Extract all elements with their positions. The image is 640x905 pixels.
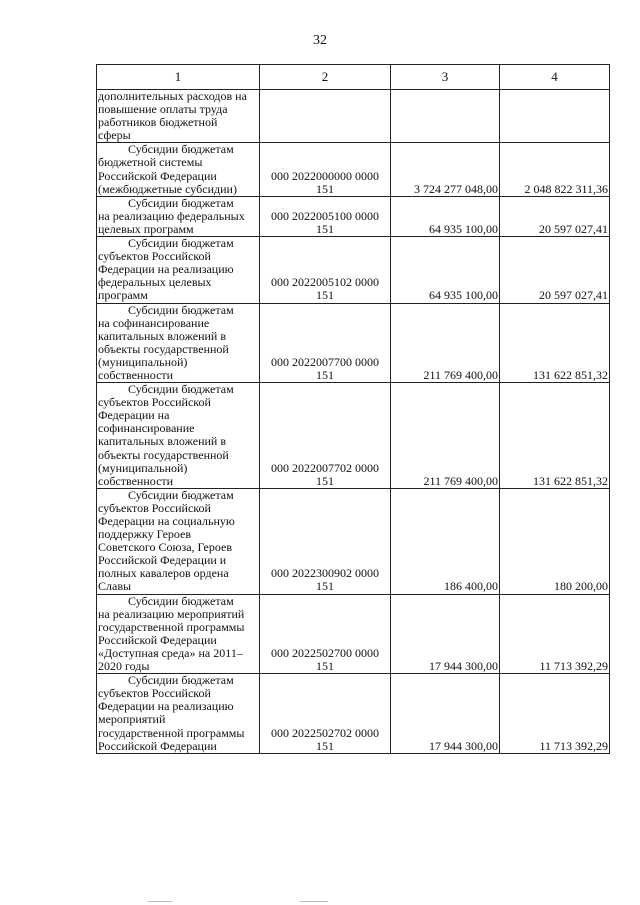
- executed-amount: [500, 90, 610, 143]
- name-line: на реализацию мероприятий: [98, 606, 245, 621]
- name-line: собственности: [98, 367, 174, 382]
- name-line: государственной программы: [98, 725, 245, 740]
- name-line: Федерации на реализацию: [98, 262, 234, 277]
- name-line: объекты государственной: [98, 341, 229, 356]
- budget-item-name: [97, 237, 260, 303]
- code-line: 000 2022502700 0000: [271, 645, 379, 660]
- planned-amount: 64 935 100,00: [391, 237, 500, 303]
- planned-amount: 64 935 100,00: [391, 196, 500, 236]
- budget-classification-code: [260, 488, 391, 594]
- table-body: [97, 90, 610, 754]
- planned-amount: 211 769 400,00: [391, 303, 500, 383]
- executed-amount: 131 622 851,32: [500, 303, 610, 383]
- table-row: [97, 237, 610, 303]
- planned-amount: 211 769 400,00: [391, 383, 500, 489]
- budget-item-name: [97, 674, 260, 754]
- budget-classification-code: [260, 143, 391, 196]
- table-row: [97, 196, 610, 236]
- planned-amount: 17 944 300,00: [391, 674, 500, 754]
- name-line: поддержку Героев: [98, 527, 192, 542]
- name-line: Субсидии бюджетам: [128, 236, 234, 251]
- name-line: целевых программ: [98, 221, 194, 236]
- executed-amount: 2 048 822 311,36: [500, 143, 610, 196]
- table-row: [97, 674, 610, 754]
- executed-amount: 180 200,00: [500, 488, 610, 594]
- name-line: субъектов Российской: [98, 395, 211, 410]
- name-line: (муниципальной): [98, 354, 188, 369]
- name-line: софинансирование: [98, 421, 195, 436]
- name-line: повышение оплаты труда: [98, 102, 228, 117]
- name-line: собственности: [98, 473, 174, 488]
- code-line: 151: [316, 473, 334, 488]
- name-line: субъектов Российской: [98, 249, 211, 264]
- name-line: Федерации на реализацию: [98, 699, 234, 714]
- name-line: программ: [98, 288, 148, 303]
- budget-item-name: [97, 383, 260, 489]
- scan-artifact: [300, 901, 328, 902]
- code-line: 151: [316, 288, 334, 303]
- name-line: мероприятий: [98, 712, 166, 727]
- code-line: 151: [316, 738, 334, 753]
- budget-classification-code: [260, 594, 391, 674]
- name-line: дополнительных расходов на: [98, 89, 247, 103]
- code-line: 151: [316, 659, 334, 674]
- code-line: 151: [316, 181, 334, 196]
- code-line: 000 2022005100 0000: [271, 208, 379, 223]
- budget-classification-code: [260, 237, 391, 303]
- name-line: Российской Федерации: [98, 168, 217, 183]
- planned-amount: 186 400,00: [391, 488, 500, 594]
- table-row: [97, 383, 610, 489]
- name-line: объекты государственной: [98, 447, 229, 462]
- name-line: сферы: [98, 128, 131, 143]
- executed-amount: 11 713 392,29: [500, 594, 610, 674]
- name-line: Советского Союза, Героев: [98, 540, 233, 555]
- code-line: 151: [316, 221, 334, 236]
- table-row: [97, 488, 610, 594]
- name-line: бюджетной системы: [98, 155, 203, 170]
- name-line: (муниципальной): [98, 460, 188, 475]
- budget-item-name: [97, 90, 260, 143]
- column-header-4: 4: [500, 65, 610, 90]
- name-line: Субсидии бюджетам: [128, 488, 234, 502]
- name-line: капитальных вложений в: [98, 434, 227, 449]
- name-line: (межбюджетные субсидии): [98, 181, 237, 196]
- name-line: работников бюджетной: [98, 115, 218, 130]
- table-row: [97, 143, 610, 196]
- name-line: субъектов Российской: [98, 686, 211, 701]
- budget-classification-code: [260, 383, 391, 489]
- executed-amount: 20 597 027,41: [500, 237, 610, 303]
- name-line: Славы: [98, 579, 132, 594]
- name-line: субъектов Российской: [98, 500, 211, 515]
- name-line: Российской Федерации: [98, 738, 217, 753]
- budget-item-name: [97, 303, 260, 383]
- code-line: 000 2022000000 0000: [271, 168, 379, 183]
- planned-amount: 17 944 300,00: [391, 594, 500, 674]
- executed-amount: 20 597 027,41: [500, 196, 610, 236]
- column-header-2: 2: [260, 65, 391, 90]
- code-line: 000 2022502702 0000: [271, 725, 379, 740]
- table-row: [97, 90, 610, 143]
- code-line: 151: [316, 367, 334, 382]
- name-line: государственной программы: [98, 619, 245, 634]
- table-header-row: [97, 65, 610, 90]
- name-line: Субсидии бюджетам: [128, 196, 234, 210]
- scan-artifact: [148, 901, 172, 902]
- planned-amount: 3 724 277 048,00: [391, 143, 500, 196]
- budget-item-name: [97, 196, 260, 236]
- code-line: 000 2022300902 0000: [271, 566, 379, 581]
- code-line: 000 2022007702 0000: [271, 460, 379, 475]
- column-header-1: 1: [97, 65, 260, 90]
- name-line: Российской Федерации: [98, 632, 217, 647]
- budget-classification-code: [260, 674, 391, 754]
- name-line: Субсидии бюджетам: [128, 303, 234, 317]
- table-row: [97, 594, 610, 674]
- name-line: «Доступная среда» на 2011–: [98, 645, 243, 660]
- name-line: Субсидии бюджетам: [128, 142, 234, 157]
- budget-classification-code: [260, 196, 391, 236]
- budget-classification-code: [260, 90, 391, 143]
- name-line: Субсидии бюджетам: [128, 382, 234, 397]
- name-line: капитальных вложений в: [98, 328, 227, 343]
- table-row: [97, 303, 610, 383]
- budget-item-name: [97, 143, 260, 196]
- name-line: на софинансирование: [98, 315, 210, 330]
- budget-item-name: [97, 594, 260, 674]
- name-line: Субсидии бюджетам: [128, 594, 234, 608]
- name-line: 2020 годы: [98, 659, 150, 674]
- name-line: федеральных целевых: [98, 275, 212, 290]
- column-header-3: 3: [391, 65, 500, 90]
- code-line: 151: [316, 579, 334, 594]
- executed-amount: 131 622 851,32: [500, 383, 610, 489]
- budget-item-name: [97, 488, 260, 594]
- code-line: 000 2022007700 0000: [271, 354, 379, 369]
- executed-amount: 11 713 392,29: [500, 674, 610, 754]
- name-line: Федерации на социальную: [98, 514, 235, 528]
- name-line: Федерации на: [98, 408, 170, 423]
- name-line: на реализацию федеральных: [98, 208, 245, 223]
- page-number: 32: [313, 33, 327, 48]
- name-line: Субсидии бюджетам: [128, 673, 234, 688]
- name-line: полных кавалеров ордена: [98, 566, 229, 581]
- budget-classification-code: [260, 303, 391, 383]
- planned-amount: [391, 90, 500, 143]
- code-line: 000 2022005102 0000: [271, 275, 379, 290]
- name-line: Российской Федерации и: [98, 553, 227, 568]
- budget-table: [96, 64, 610, 754]
